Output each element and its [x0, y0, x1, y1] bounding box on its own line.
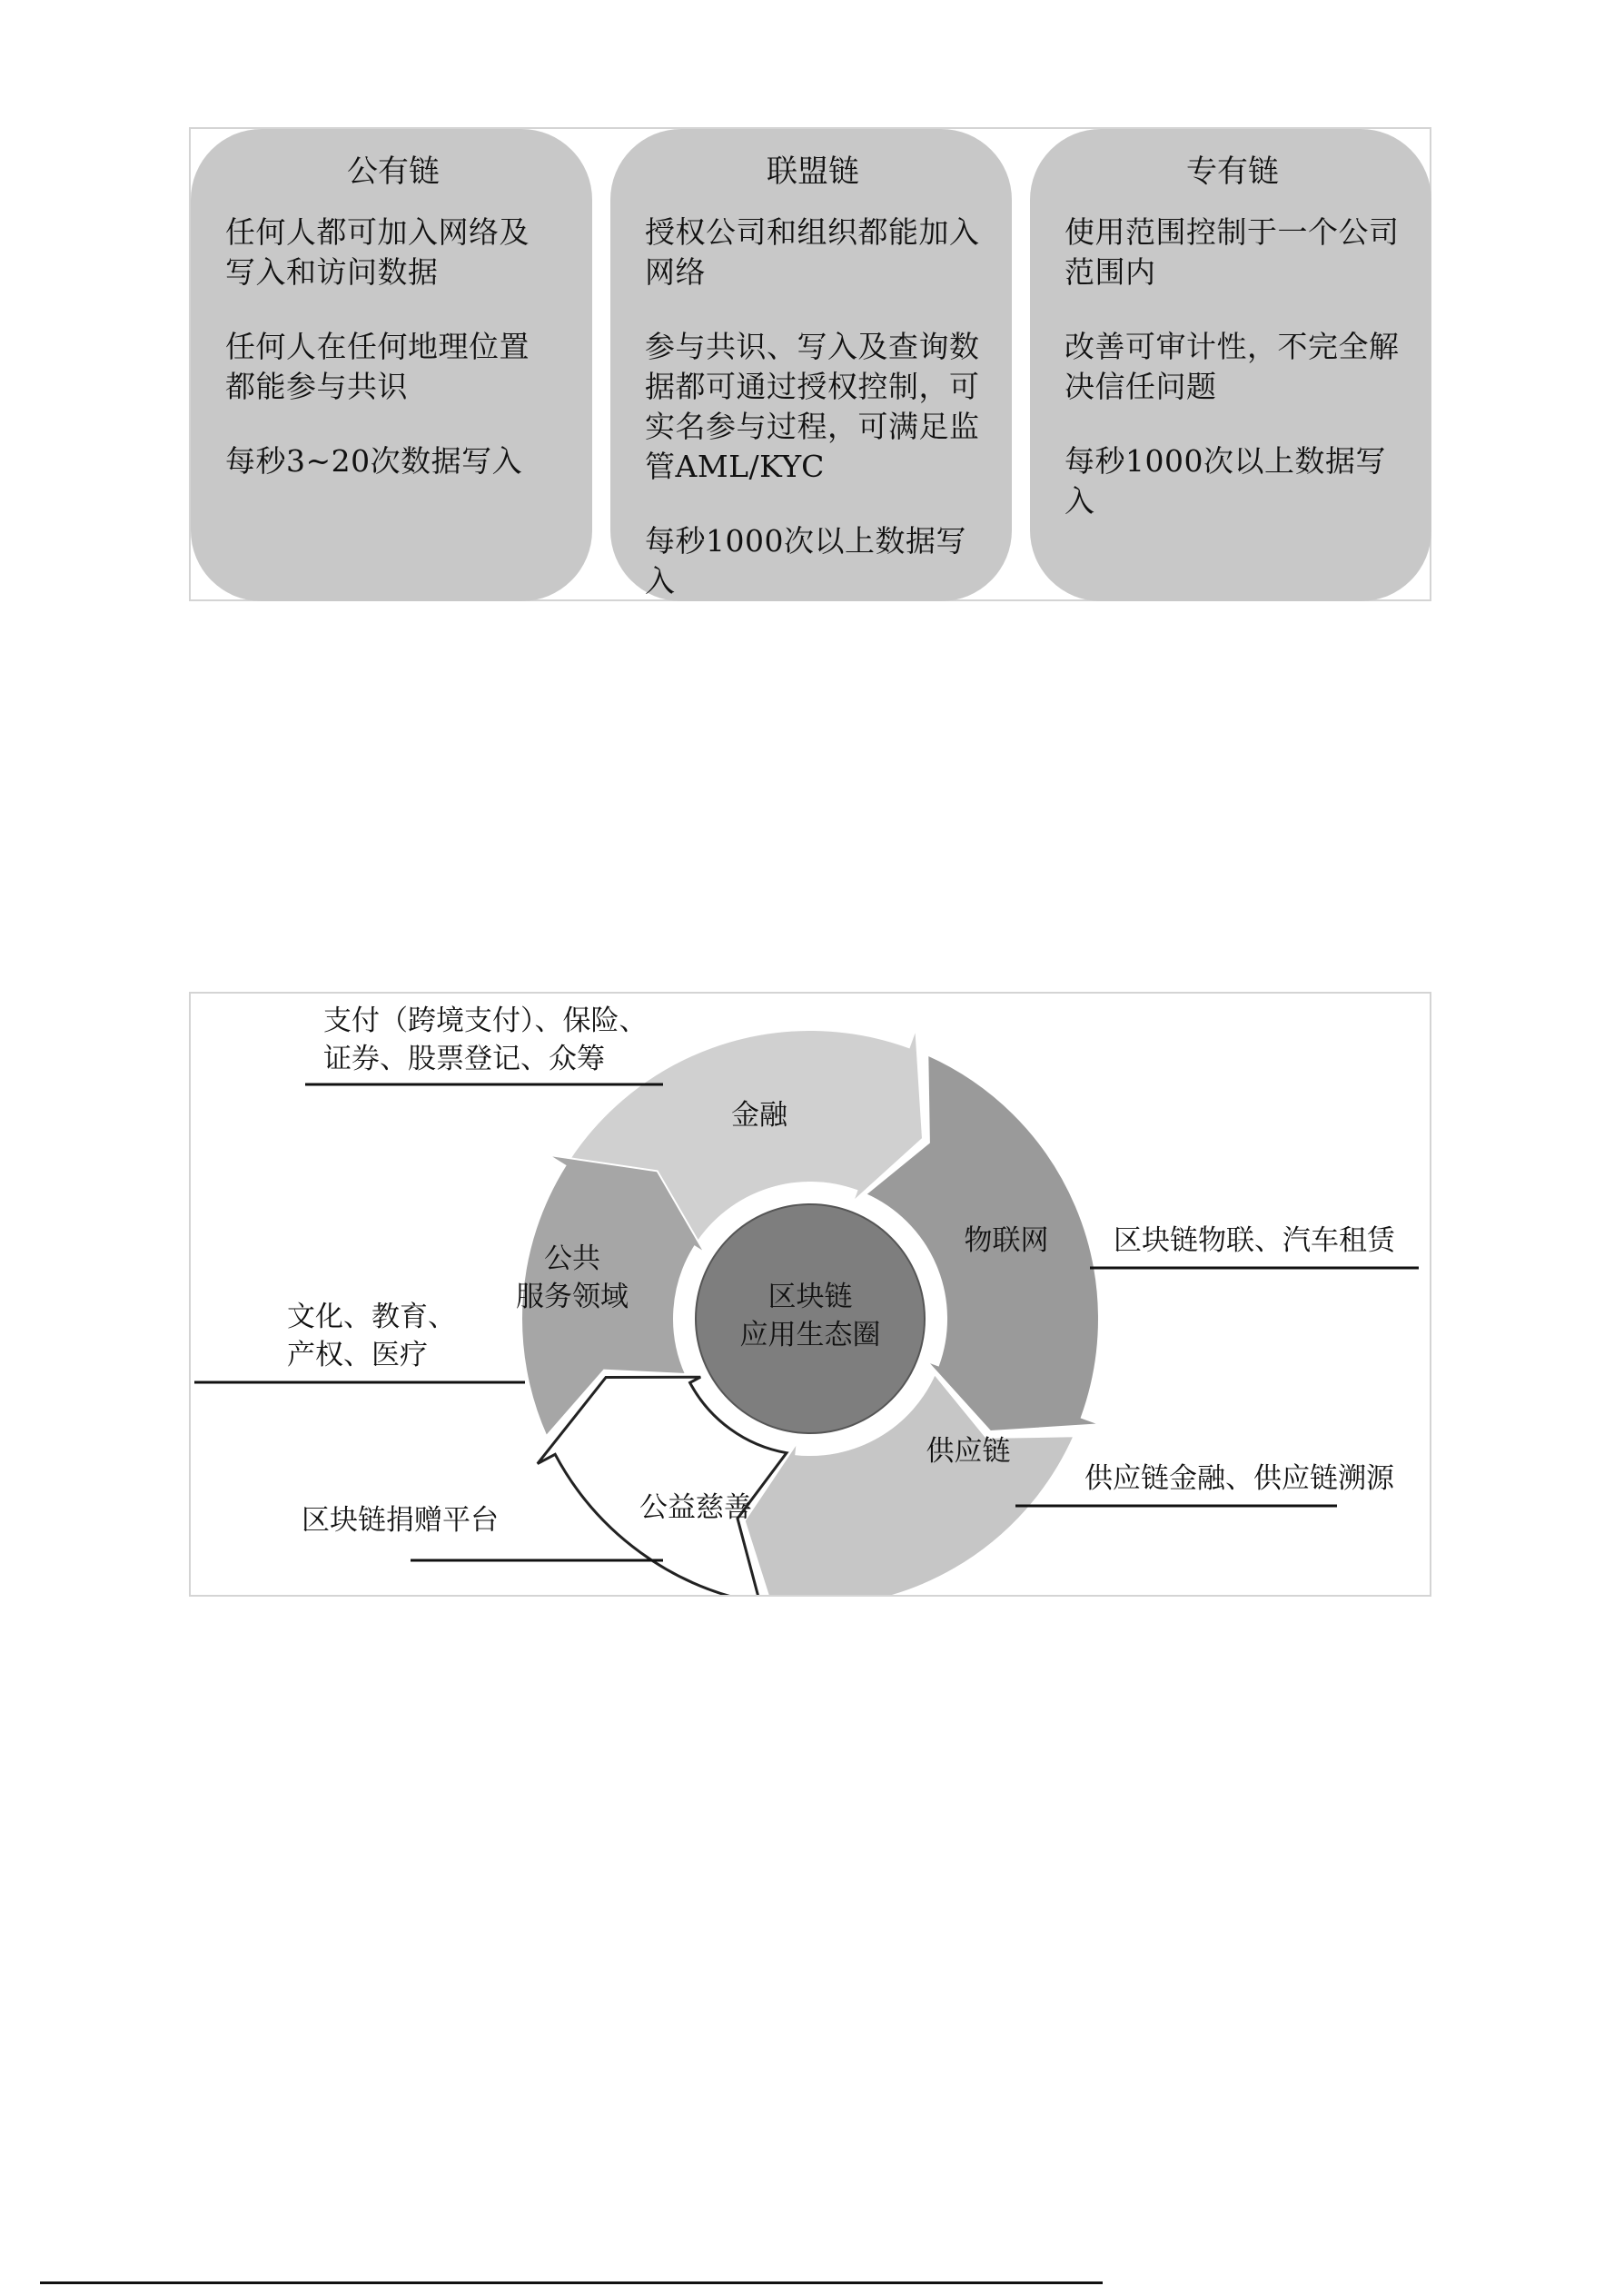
- card-paragraph: [1065, 441, 1401, 521]
- private-chain-card: [1030, 129, 1431, 601]
- charity-segment-label: 公益慈善: [639, 1491, 752, 1524]
- card-paragraph: [1065, 327, 1401, 407]
- text-line: 实名参与过程，可满足监: [645, 409, 980, 444]
- text-line: 范围内: [1065, 254, 1156, 290]
- public-segment-label: 公共: [544, 1242, 600, 1275]
- text-line: 使用范围控制于一个公司: [1065, 214, 1400, 250]
- text-line: 授权公司和组织都能加入: [645, 214, 980, 250]
- finance-apps-label: 支付（跨境支付）、保险、: [323, 1004, 648, 1037]
- footer-rule: [40, 2281, 1103, 2284]
- charity-apps-label: 区块链捐赠平台: [302, 1504, 499, 1537]
- text-line: 每秒1000次以上数据写入: [1065, 443, 1386, 519]
- card-paragraph: [645, 213, 981, 292]
- text-line: 写入和访问数据: [225, 254, 439, 290]
- card-title: 联盟链: [767, 153, 859, 190]
- text-line: 改善可审计性，不完全解: [1065, 329, 1400, 364]
- card-paragraph: [225, 327, 561, 407]
- text-line: 都能参与共识: [225, 369, 408, 404]
- iot-segment-label: 物联网: [964, 1224, 1049, 1257]
- consortium-chain-card: [610, 129, 1012, 601]
- text-line: 每秒1000次以上数据写入: [645, 523, 966, 599]
- card-paragraph: [225, 213, 561, 292]
- card-paragraph: [225, 441, 561, 481]
- text-line: 网络: [645, 254, 706, 290]
- text-line: 每秒3~20次数据写入: [225, 443, 523, 479]
- supply-segment-label: 供应链: [926, 1435, 1011, 1468]
- text-line: 管AML/KYC: [645, 449, 825, 484]
- chain-types-figure: [189, 127, 1431, 601]
- text-line: 据都可通过授权控制，可: [645, 369, 980, 404]
- card-title: 专有链: [1186, 153, 1279, 190]
- center-label-line: 应用生态圈: [739, 1319, 881, 1351]
- text-line: 任何人在任何地理位置: [225, 329, 530, 364]
- public-segment-label: 服务领域: [516, 1281, 629, 1313]
- supply-apps-label: 供应链金融、供应链溯源: [1084, 1462, 1394, 1495]
- text-line: 决信任问题: [1065, 369, 1217, 404]
- public-chain-card: [191, 129, 592, 601]
- finance-apps-label: 证券、股票登记、众筹: [323, 1043, 605, 1075]
- ecosystem-figure: [189, 992, 1431, 1597]
- text-line: 任何人都可加入网络及: [225, 214, 530, 250]
- center-label-line: 区块链: [767, 1281, 853, 1313]
- card-paragraph: [645, 521, 981, 601]
- finance-segment-label: 金融: [731, 1099, 787, 1132]
- card-paragraph: [645, 327, 981, 487]
- iot-apps-label: 区块链物联、汽车租赁: [1114, 1224, 1395, 1257]
- text-line: 参与共识、写入及查询数: [645, 329, 980, 364]
- public-apps-label: 文化、教育、: [287, 1301, 456, 1333]
- card-paragraph: [1065, 213, 1401, 292]
- ecosystem-diagram: [191, 994, 1430, 1595]
- public-apps-label: 产权、医疗: [287, 1339, 428, 1371]
- card-title: 公有链: [347, 153, 440, 190]
